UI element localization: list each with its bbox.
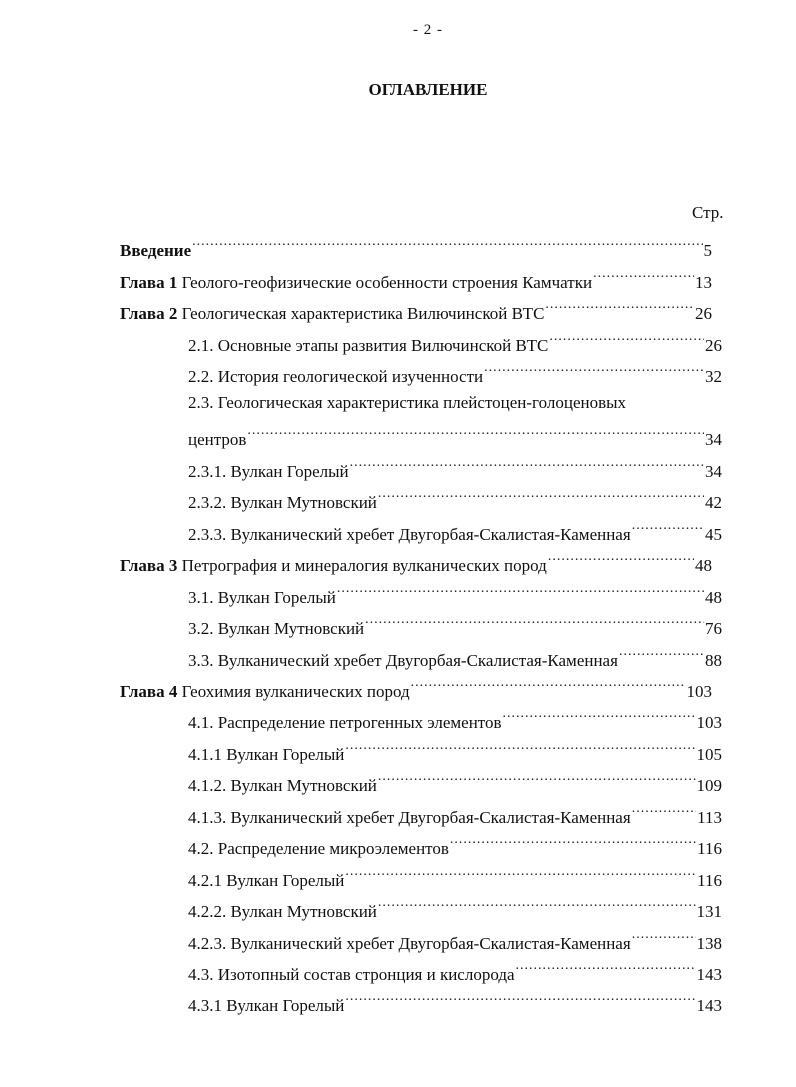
toc-entry-section-4-2-3[interactable]: 4.2.3. Вулканический хребет Двугорбая-Скалистая-Каменная ..... 138 [188, 927, 722, 949]
leader-dots [378, 895, 696, 917]
leader-dots [619, 644, 704, 666]
toc-page-number: 5 [703, 241, 712, 260]
leader-dots [545, 297, 694, 319]
toc-entry-section-2-2[interactable]: 2.2. История геологической изученности ..... 32 [188, 360, 722, 382]
toc-entry-section-2-3-3[interactable]: 2.3.3. Вулканический хребет Двугорбая-Скалистая-Каменная ..... 45 [188, 518, 722, 540]
page-number: - 2 - [413, 22, 443, 38]
toc-entry-chapter-2[interactable]: Глава 2 Геологическая характеристика Вилючинской ВТС ..... 26 [120, 297, 712, 319]
leader-dots [378, 769, 696, 791]
toc-page-number: 138 [696, 934, 722, 953]
toc-page-number: 48 [705, 588, 722, 607]
toc-page-number: 13 [695, 273, 712, 292]
leader-dots [632, 801, 696, 823]
toc-entry-section-2-1[interactable]: 2.1. Основные этапы развития Вилючинской ВТС ..... 26 [188, 329, 722, 351]
leader-dots [192, 234, 702, 256]
toc-page-number: 103 [686, 682, 712, 701]
toc-entry-section-4-2-1[interactable]: 4.2.1 Вулкан Горелый ..... 116 [188, 864, 722, 886]
toc-entry-bold-label: Глава 1 [120, 273, 178, 292]
leader-dots [593, 266, 694, 288]
leader-dots [632, 927, 696, 949]
toc-page-number: 32 [705, 367, 722, 386]
toc-entry-section-3-1[interactable]: 3.1. Вулкан Горелый ..... 48 [188, 581, 722, 603]
toc-page-number: 143 [696, 965, 722, 984]
leader-dots [484, 360, 704, 382]
toc-page-number: 113 [697, 808, 722, 827]
toc-entry-section-4-1-2[interactable]: 4.1.2. Вулкан Мутновский ..... 109 [188, 769, 722, 791]
page-column-label: Стр. [692, 203, 724, 222]
toc-page-number: 105 [696, 745, 722, 764]
leader-dots [350, 455, 704, 477]
toc-page-number: 45 [705, 525, 722, 544]
leader-dots [450, 832, 696, 854]
toc-entry-section-4-1[interactable]: 4.1. Распределение петрогенных элементов ..... 103 [188, 706, 722, 728]
toc-page-number: 26 [695, 304, 712, 323]
toc-entry-bold-label: Глава 3 [120, 556, 178, 575]
leader-dots [337, 581, 704, 603]
leader-dots [632, 518, 704, 540]
leader-dots [548, 549, 694, 571]
toc-entry-section-2-3-1[interactable]: 2.3.1. Вулкан Горелый ..... 34 [188, 455, 722, 477]
toc-entry-section-4-1-1[interactable]: 4.1.1 Вулкан Горелый ..... 105 [188, 738, 722, 760]
toc-page-number: 143 [696, 996, 722, 1015]
toc-entry-section-3-2[interactable]: 3.2. Вулкан Мутновский ..... 76 [188, 612, 722, 634]
toc-entry-section-4-2[interactable]: 4.2. Распределение микроэлементов ..... 116 [188, 832, 722, 854]
toc-entry-section-3-3[interactable]: 3.3. Вулканический хребет Двугорбая-Скалистая-Каменная ..... 88 [188, 644, 722, 666]
toc-page-number: 26 [705, 336, 722, 355]
toc-entry-bold-label: Глава 4 [120, 682, 178, 701]
toc-page-number: 34 [705, 462, 722, 481]
leader-dots [503, 706, 696, 728]
leader-dots [378, 486, 704, 508]
leader-dots [247, 423, 704, 445]
toc-page-number: 131 [696, 902, 722, 921]
toc-page-number: 103 [696, 713, 722, 732]
toc-entry-section-4-3-1[interactable]: 4.3.1 Вулкан Горелый ..... 143 [188, 989, 722, 1011]
toc-entry-section-2-3-line-2[interactable]: центров ..... 34 [188, 423, 722, 445]
toc-page-number: 34 [705, 430, 722, 449]
toc-entry-chapter-3[interactable]: Глава 3 Петрография и минералогия вулканических пород ..... 48 [120, 549, 712, 571]
toc-entry-chapter-1[interactable]: Глава 1 Геолого-геофизические особенности строения Камчатки ..... 13 [120, 266, 712, 288]
leader-dots [345, 864, 696, 886]
toc-entry-section-2-3-2[interactable]: 2.3.2. Вулкан Мутновский ..... 42 [188, 486, 722, 508]
toc-page-number: 88 [705, 651, 722, 670]
page-title: ОГЛАВЛЕНИЕ [368, 80, 488, 99]
toc-entry-bold-label: Введение [120, 241, 192, 260]
toc-entry-introduction[interactable] [120, 234, 712, 260]
leader-dots [516, 958, 696, 980]
leader-dots [549, 329, 704, 351]
leader-dots [345, 738, 695, 760]
toc-entry-section-2-3-line-1[interactable]: 2.3. Геологическая характеристика плейстоцен-голоценовых [188, 393, 627, 412]
toc-entry-section-4-2-2[interactable]: 4.2.2. Вулкан Мутновский ..... 131 [188, 895, 722, 917]
leader-dots [411, 675, 686, 697]
toc-entry-section-4-1-3[interactable]: 4.1.3. Вулканический хребет Двугорбая-Скалистая-Каменная ..... 113 [188, 801, 722, 823]
leader-dots [365, 612, 704, 634]
toc-page-number: 76 [705, 619, 722, 638]
toc-page-number: 48 [695, 556, 712, 575]
toc-page-number: 42 [705, 493, 722, 512]
toc-entry-section-4-3[interactable]: 4.3. Изотопный состав стронция и кислорода ..... 143 [188, 958, 722, 980]
toc-page-number: 116 [697, 839, 722, 858]
toc-page-number: 109 [696, 776, 722, 795]
toc-entry-bold-label: Глава 2 [120, 304, 178, 323]
toc-entry-chapter-4[interactable]: Глава 4 Геохимия вулканических пород ..... 103 [120, 675, 712, 697]
toc-page-number: 116 [697, 871, 722, 890]
leader-dots [345, 989, 695, 1011]
